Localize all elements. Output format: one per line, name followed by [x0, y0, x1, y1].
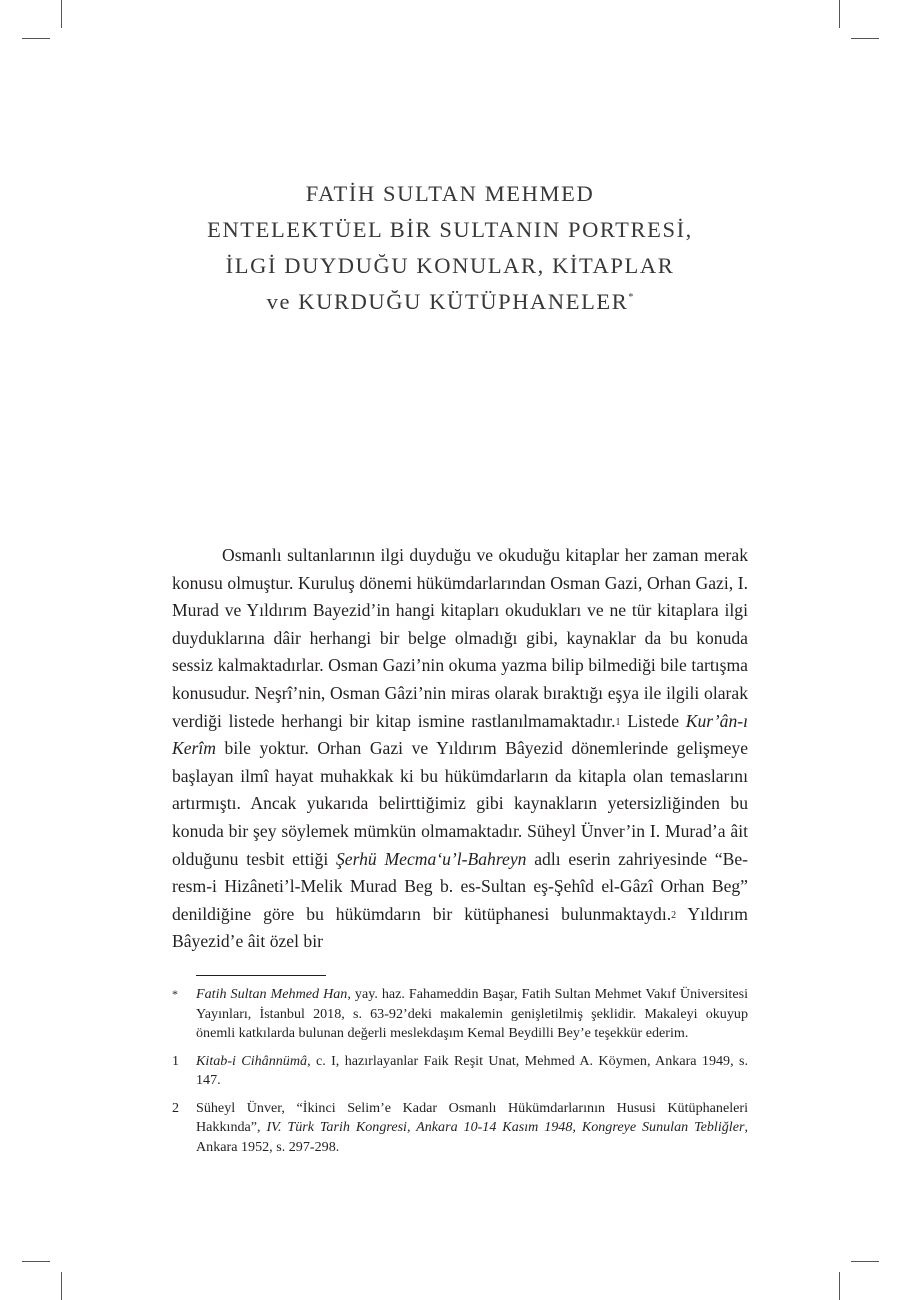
italic-title: Şerhü Mecma‘u’l-Bahreyn [336, 848, 527, 869]
footnote-2 [172, 1099, 748, 1158]
footnotes [172, 985, 748, 1165]
title-line-2: ENTELEKTÜEL BİR SULTANIN PORTRESİ, [207, 217, 693, 242]
footnote-italic: Kitab-i Cihânnümâ [196, 1052, 308, 1069]
crop-mark-top-right [839, 0, 840, 28]
crop-mark-top-left-h [22, 38, 50, 39]
chapter-title [150, 176, 750, 320]
footnote-italic: IV. Türk Tarih Kongresi, Ankara 10-14 Kasım 1948, Kongreye Sunulan Tebliğler [266, 1119, 745, 1135]
crop-mark-bottom-left [61, 1272, 62, 1300]
footnote-italic: Fatih Sultan Mehmed Han, [196, 986, 351, 1002]
crop-mark-top-left [61, 0, 62, 28]
paragraph-text: bile yoktur. Orhan Gazi ve Yıldırım Bâyezid dönemlerinde gelişmeye başlayan ilmî hayat muhakkak ki bu hükümdarların da kitapla olan temaslarını artırmıştı. Ancak yukarıda belirttiğimiz gibi kaynakların yetersizliğinden bu konuda bir şey söylemek mümkün olmamaktadır. Süheyl Ünver’in I. Murad’a âit olduğunu tesbit ettiği [172, 738, 748, 869]
footnote-text: , c. I, hazırlayanlar Faik Reşit Unat, Mehmed A. Köymen, Ankara 1949, s. 147. [196, 1052, 748, 1088]
body-text [172, 542, 748, 956]
title-line-4 [150, 284, 750, 320]
crop-mark-bottom-left-h [22, 1261, 50, 1262]
footnote-star [172, 985, 748, 1044]
footnote-mark: 1 [172, 1052, 180, 1069]
footnote-ref-1[interactable]: 1 [615, 716, 621, 728]
footnote-text: Süheyl Ünver, “İkinci Selim’e Kadar Osmanlı Hükümdarlarının Hususi Kütüphaneleri Hakkında”, [196, 1099, 748, 1135]
footnote-text: , Ankara 1952, s. 297-298. [196, 1119, 748, 1155]
footnote-mark: * [172, 987, 178, 1001]
footnote-1 [172, 1052, 748, 1091]
footnote-text: yay. haz. Fahameddin Başar, Fatih Sultan Mehmet Vakıf Üniversitesi Yayınları, İstanbul 2018, s. 63-92’deki makalemin genişletilmiş şeklidir. Makaleyi okuyup önemli katkılarda bulunan değerli meslekdaşım Kemal Beydilli Bey’e teşekkür ederim. [196, 986, 748, 1041]
title-line-3: İLGİ DUYDUĞU KONULAR, KİTAPLAR [225, 253, 675, 278]
footnote-ref-2[interactable]: 2 [671, 909, 677, 921]
title-footnote-mark[interactable]: * [628, 292, 634, 303]
crop-mark-bottom-right-h [851, 1261, 879, 1262]
crop-mark-top-right-h [851, 38, 879, 39]
crop-mark-bottom-right [839, 1272, 840, 1300]
paragraph-text: Osmanlı sultanlarının ilgi duyduğu ve okuduğu kitaplar her zaman merak konusu olmuştur. Kuruluş dönemi hükümdarlarından Osman Gazi, Orhan Gazi, I. Murad ve Yıldırım Bayezid’in hangi kitapları okudukları ve ne tür kitaplara ilgi duyduklarına dâir herhangi bir belge olmadığı gibi, kaynaklar da bu konuda sessiz kalmaktadırlar. Osman Gazi’nin okuma yazma bilip bilmediği bile tartışma konusudur. Neşrî’nin, Osman Gâzi’nin miras olarak bıraktığı eşya ile ilgili olarak verdiği listede herhangi bir kitap ismine rastlanılmamaktadır. [172, 545, 748, 731]
paragraph-text: adlı eserin zahriyesinde “Be-resm-i Hizâneti’l-Melik Murad Beg b. es-Sultan eş-Şehîd el-Gâzî Orhan Beg” denildiğine göre bu hükümdarın bir kütüphanesi bulunmaktaydı. [172, 848, 748, 924]
footnote-mark: 2 [172, 1099, 180, 1116]
paragraph-text: Yıldırım Bâyezid’e âit özel bir [172, 903, 748, 952]
italic-title: Kur’ân-ı Kerîm [172, 710, 748, 759]
title-line-4-text: ve KURDUĞU KÜTÜPHANELER [266, 289, 629, 314]
paragraph-text: Listede [620, 710, 686, 731]
title-line-1: FATİH SULTAN MEHMED [305, 181, 595, 206]
paragraph [172, 542, 748, 956]
footnote-separator [196, 975, 326, 976]
